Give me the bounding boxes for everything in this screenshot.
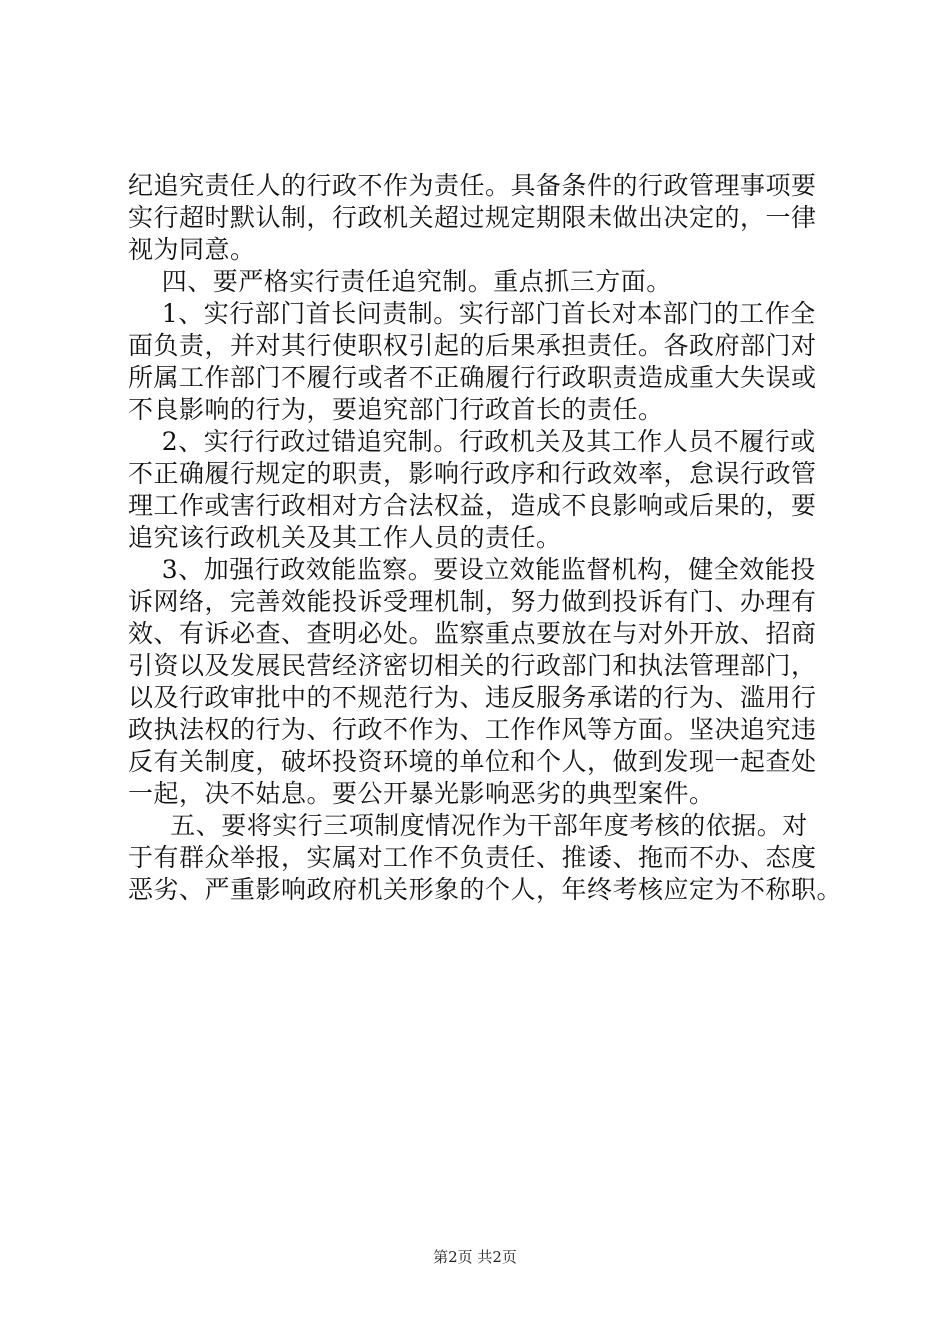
text-line: 诉网络，完善效能投诉受理机制，努力做到投诉有门、办理有 [128, 587, 817, 616]
text-line: 以及行政审批中的不规范行为、违反服务承诺的行为、滥用行 [128, 683, 817, 712]
text-line: 纪追究责任人的行政不作为责任。具备条件的行政管理事项要 [128, 171, 817, 200]
section-heading: 四、要严格实行责任追究制。重点抓三方面。 [128, 267, 672, 296]
document-body [128, 170, 848, 906]
text-line: 面负责，并对其行使职权引起的后果承担责任。各政府部门对 [128, 331, 817, 360]
text-line: 一起，决不姑息。要公开暴光影响恶劣的典型案件。 [128, 779, 715, 808]
text-line: 引资以及发展民营经济密切相关的行政部门和执法管理部门， [128, 651, 817, 680]
text-line: 政执法权的行为、行政不作为、工作作风等方面。坚决追究违 [128, 715, 817, 744]
page-number-footer: 第2页 共2页 [433, 1248, 517, 1266]
text-line: 于有群众举报，实属对工作不负责任、推诿、拖而不办、态度 [128, 843, 817, 872]
text-line: 恶劣、严重影响政府机关形象的个人，年终考核应定为不称职。 [128, 875, 843, 904]
text-line: 1、实行部门首长问责制。实行部门首长对本部门的工作全 [128, 299, 816, 328]
section-heading: 五、要将实行三项制度情况作为干部年度考核的依据。对 [128, 811, 808, 840]
text-line: 2、实行行政过错追究制。行政机关及其工作人员不履行或 [128, 427, 816, 456]
text-line: 理工作或害行政相对方合法权益，造成不良影响或后果的，要 [128, 491, 817, 520]
text-line: 不正确履行规定的职责，影响行政序和行政效率，怠误行政管 [128, 459, 817, 488]
text-line: 反有关制度，破坏投资环境的单位和个人，做到发现一起查处 [128, 747, 817, 776]
text-line: 3、加强行政效能监察。要设立效能监督机构，健全效能投 [128, 555, 816, 584]
text-line: 追究该行政机关及其工作人员的责任。 [128, 523, 562, 552]
text-line: 实行超时默认制，行政机关超过规定期限未做出决定的，一律 [128, 203, 817, 232]
text-line: 视为同意。 [128, 235, 256, 264]
text-line: 所属工作部门不履行或者不正确履行行政职责造成重大失误或 [128, 363, 817, 392]
text-line: 不良影响的行为，要追究部门行政首长的责任。 [128, 395, 664, 424]
text-line: 效、有诉必查、查明必处。监察重点要放在与对外开放、招商 [128, 619, 817, 648]
